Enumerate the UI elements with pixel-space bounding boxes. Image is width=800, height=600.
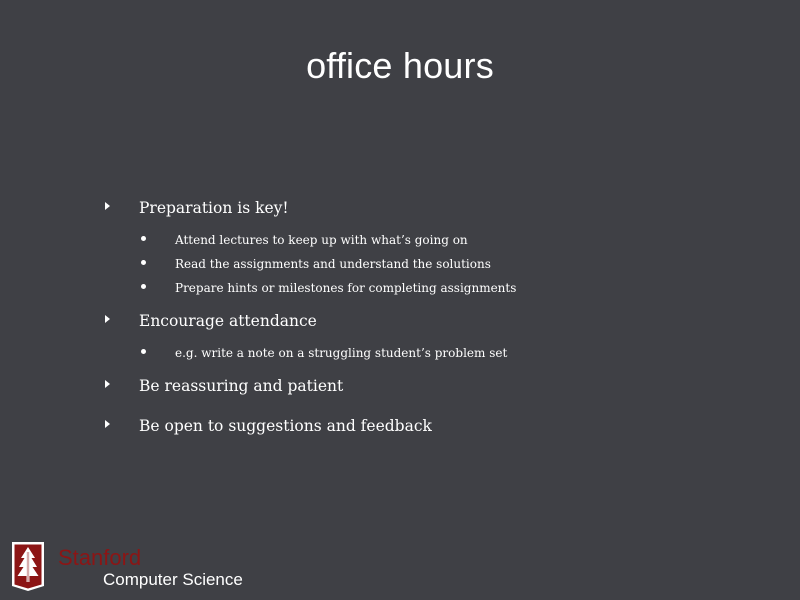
sub-bullet-text: e.g. write a note on a struggling student’s problem set — [175, 346, 508, 360]
bullet-text: Be reassuring and patient — [139, 377, 344, 395]
bullet-dot-icon — [141, 349, 146, 354]
bullet-dot-icon — [141, 236, 146, 241]
bullet-arrow-icon — [105, 420, 110, 428]
bullet-arrow-icon — [105, 380, 110, 388]
sub-bullet-text: Attend lectures to keep up with what’s going on — [175, 233, 468, 247]
bullet-arrow-icon — [105, 315, 110, 323]
bullet-arrow-icon — [105, 202, 110, 210]
stanford-wordmark: Stanford — [58, 545, 142, 570]
computer-science-label: Computer Science — [103, 570, 243, 589]
bullet-dot-icon — [141, 260, 146, 265]
bullet-text: Preparation is key! — [139, 199, 289, 217]
sub-bullet-text: Read the assignments and understand the solutions — [175, 257, 491, 271]
bullet-text: Be open to suggestions and feedback — [139, 417, 432, 435]
slide-title: office hours — [306, 45, 494, 86]
stanford-tree-icon — [10, 540, 46, 592]
bullet-dot-icon — [141, 284, 146, 289]
bullet-text: Encourage attendance — [139, 312, 317, 330]
sub-bullet-text: Prepare hints or milestones for completing assignments — [175, 281, 517, 295]
